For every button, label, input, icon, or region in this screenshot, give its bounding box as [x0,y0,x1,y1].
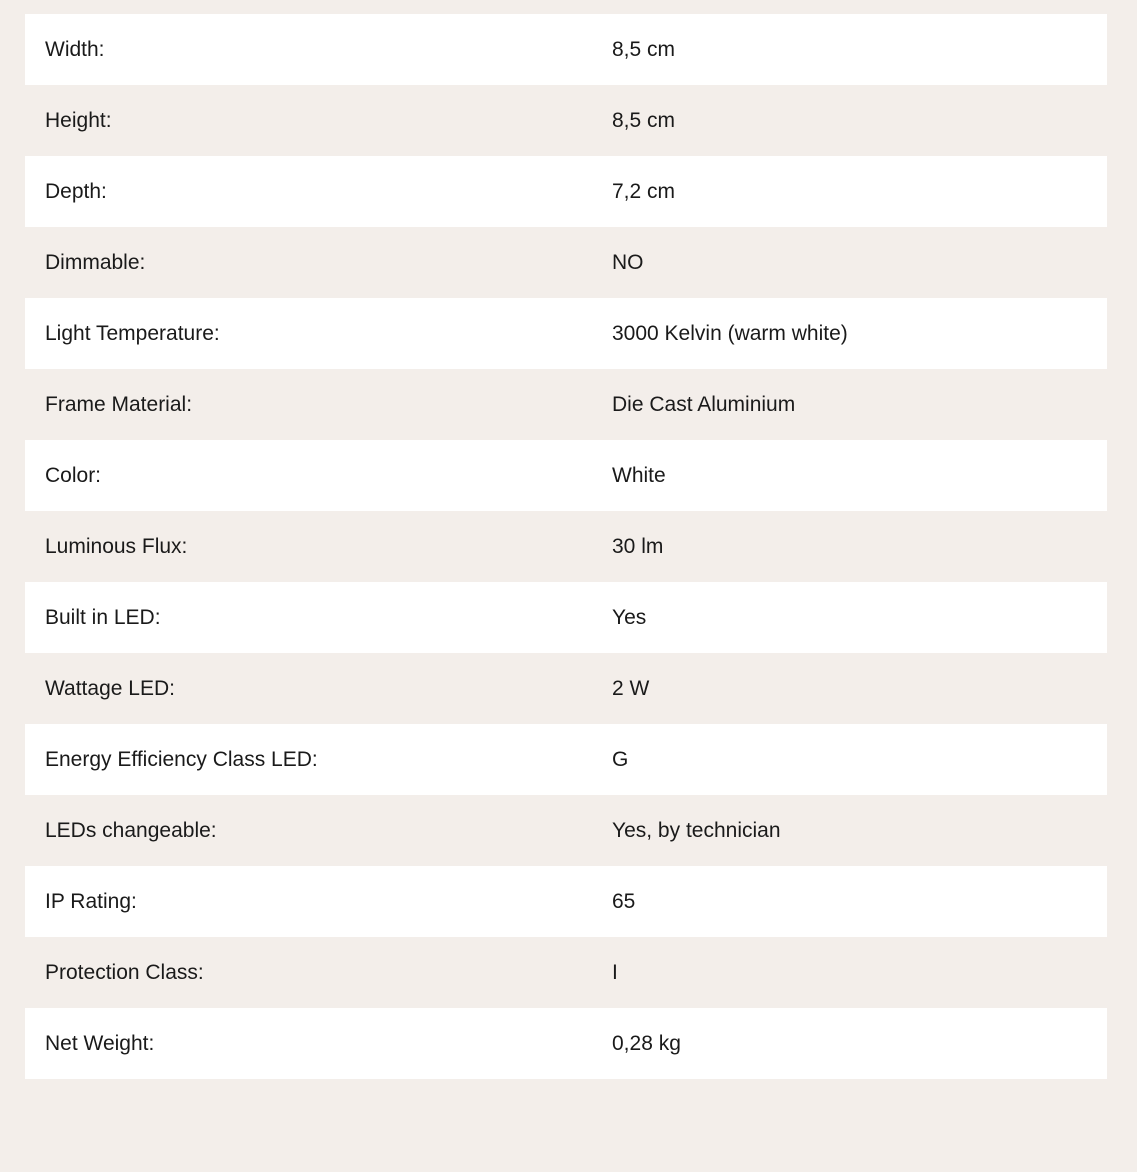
table-row [25,1008,1107,1079]
table-row [25,440,1107,511]
table-row [25,85,1107,156]
spec-value: 30 lm [612,535,664,558]
spec-value: I [612,961,618,984]
table-row [25,653,1107,724]
table-row [25,156,1107,227]
table-row [25,866,1107,937]
spec-label: Depth: [45,180,107,203]
table-row [25,795,1107,866]
spec-label: Light Temperature: [45,322,220,345]
spec-label: Energy Efficiency Class LED: [45,748,318,771]
table-row [25,582,1107,653]
table-row [25,369,1107,440]
spec-value: Yes, by technician [612,819,781,842]
spec-value: 7,2 cm [612,180,676,203]
spec-value: G [612,748,629,771]
spec-value: Die Cast Aluminium [612,393,796,416]
spec-value: 65 [612,890,636,913]
spec-label: LEDs changeable: [45,819,217,842]
spec-label: Built in LED: [45,606,161,629]
spec-label: Frame Material: [45,393,193,416]
spec-label: Dimmable: [45,251,146,274]
spec-value: White [612,464,666,487]
spec-label: Protection Class: [45,961,204,984]
spec-value: Yes [612,606,647,629]
table-row [25,298,1107,369]
spec-value: NO [612,251,644,274]
spec-value: 3000 Kelvin (warm white) [612,322,848,345]
spec-label: Luminous Flux: [45,535,188,558]
table-row [25,14,1107,85]
spec-value: 2 W [612,677,650,700]
spec-label: IP Rating: [45,890,137,913]
table-row [25,227,1107,298]
table-row [25,937,1107,1008]
spec-value: 0,28 kg [612,1032,681,1055]
spec-label: Height: [45,109,112,132]
table-row [25,511,1107,582]
table-row [25,724,1107,795]
spec-label: Width: [45,38,105,61]
spec-value: 8,5 cm [612,38,676,61]
specifications-table [25,14,1107,1079]
spec-label: Color: [45,464,102,487]
spec-label: Net Weight: [45,1032,155,1055]
spec-value: 8,5 cm [612,109,676,132]
spec-label: Wattage LED: [45,677,175,700]
